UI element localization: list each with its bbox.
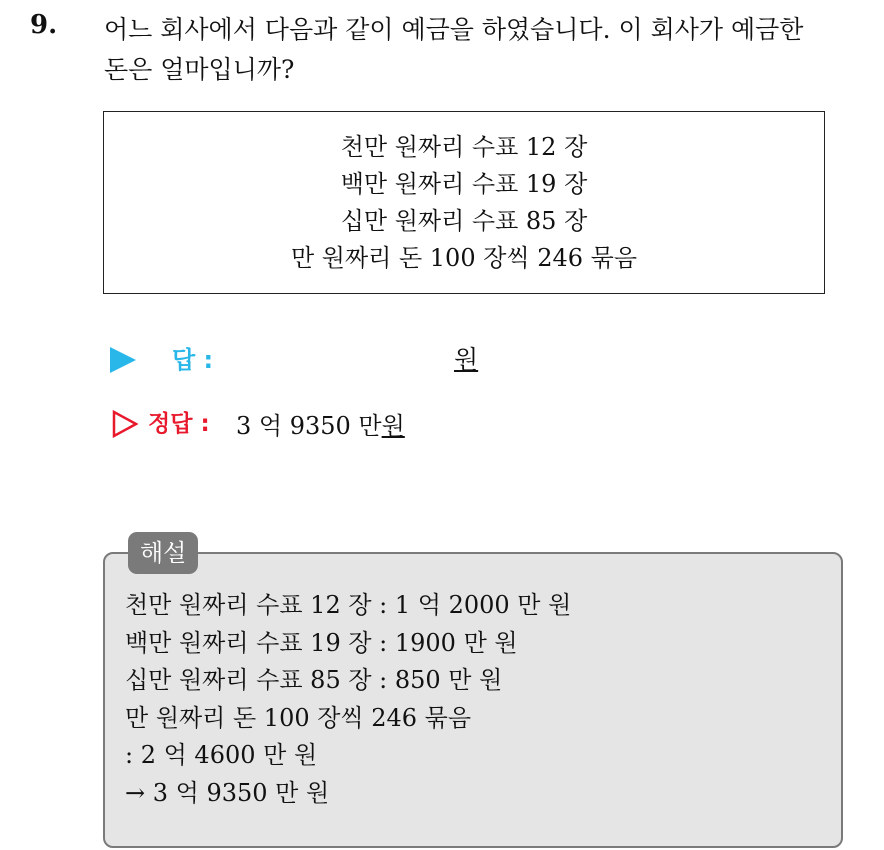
deposit-line: 천만 원짜리 수표 12 장 bbox=[340, 132, 588, 161]
deposit-line: 백만 원짜리 수표 19 장 bbox=[340, 169, 588, 198]
filled-triangle-icon bbox=[110, 347, 136, 373]
correct-unit: 원 bbox=[381, 412, 405, 440]
correct-value-group bbox=[236, 406, 405, 441]
explanation-tag: 해설 bbox=[128, 532, 198, 574]
question-text bbox=[104, 10, 874, 90]
correct-value: 3 억 9350 만 bbox=[236, 412, 382, 440]
correct-label: 정답 : bbox=[148, 411, 210, 437]
explanation-lines bbox=[125, 587, 571, 812]
explanation-line: → 3 억 9350 만 원 bbox=[125, 778, 330, 807]
deposit-line: 십만 원짜리 수표 85 장 bbox=[340, 206, 588, 235]
outline-triangle-icon bbox=[112, 410, 138, 438]
deposit-line: 만 원짜리 돈 100 장씩 246 묶음 bbox=[290, 243, 638, 272]
answer-label: 답 : bbox=[172, 346, 214, 374]
deposit-box bbox=[103, 111, 825, 294]
question-number: 9. bbox=[30, 10, 58, 40]
explanation-line: 십만 원짜리 수표 85 장 : 850 만 원 bbox=[125, 666, 503, 694]
question-line: 돈은 얼마입니까? bbox=[104, 55, 295, 84]
explanation-line: 백만 원짜리 수표 19 장 : 1900 만 원 bbox=[125, 628, 518, 657]
explanation-line: : 2 억 4600 만 원 bbox=[125, 741, 318, 769]
explanation-line: 천만 원짜리 수표 12 장 : 1 억 2000 만 원 bbox=[125, 591, 572, 619]
explanation-line: 만 원짜리 돈 100 장씩 246 묶음 bbox=[125, 703, 472, 732]
question-line: 어느 회사에서 다음과 같이 예금을 하였습니다. 이 회사가 예금한 bbox=[104, 15, 804, 44]
answer-unit: 원 bbox=[454, 345, 479, 374]
